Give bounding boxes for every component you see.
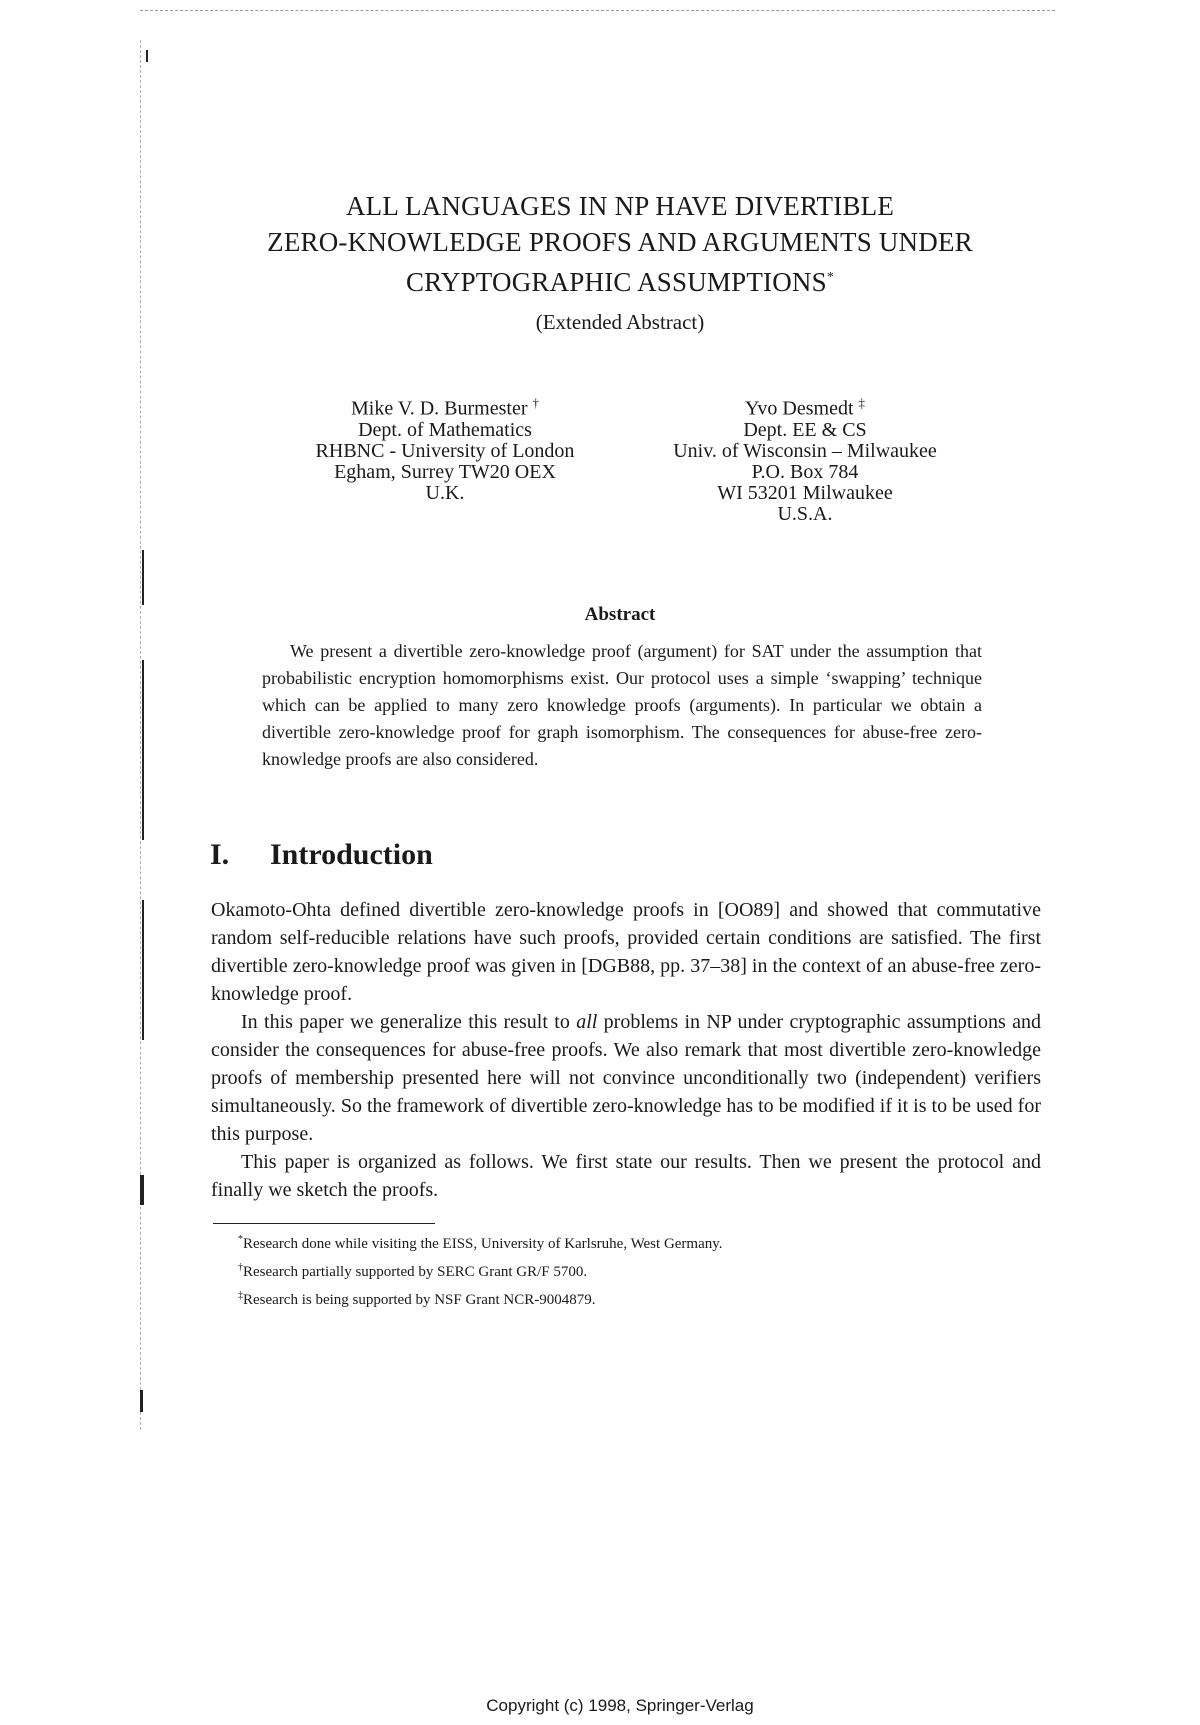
abstract-heading: Abstract <box>584 604 656 625</box>
affiliation-line: Egham, Surrey TW20 OEX <box>334 460 556 483</box>
paragraph: In this paper we generalize this result to all problems in NP under cryptographic assumptions and consider the consequences for abuse-free proofs. We also remark that most divertible zero-knowledge proofs of membership presented here will not convince unconditionally two (independent) verifiers simultaneously. So the framework of divertible zero-knowledge has to be modified if it is to be used for this purpose. <box>211 1011 1041 1145</box>
author-name: Yvo Desmedt ‡ <box>744 395 866 420</box>
scan-mark <box>142 900 144 1040</box>
affiliation-line: Univ. of Wisconsin – Milwaukee <box>673 439 937 462</box>
author-block <box>280 392 610 504</box>
emphasis: all <box>576 1011 598 1033</box>
copyright-notice: Copyright (c) 1998, Springer-Verlag <box>486 1696 754 1715</box>
affiliation-line: Dept. EE & CS <box>743 418 867 441</box>
section-title: Introduction <box>270 838 433 871</box>
scan-mark <box>142 550 144 605</box>
paragraph: This paper is organized as follows. We first state our results. Then we present the protocol and finally we sketch the proofs. <box>211 1151 1041 1201</box>
introduction-body <box>211 896 1041 1204</box>
affiliation-line: U.K. <box>425 481 465 504</box>
author-footnote-mark: † <box>532 395 539 410</box>
scan-mark <box>140 1175 144 1205</box>
title-line: ALL LANGUAGES IN NP HAVE DIVERTIBLE <box>345 191 895 221</box>
section-heading <box>210 838 433 872</box>
scan-artifact-left-edge <box>140 40 141 1430</box>
title-footnote-mark: * <box>826 270 835 285</box>
affiliation-line: Dept. of Mathematics <box>358 418 532 441</box>
title-line: CRYPTOGRAPHIC ASSUMPTIONS* <box>405 267 835 297</box>
affiliation-line: WI 53201 Milwaukee <box>717 481 893 504</box>
author-name: Mike V. D. Burmester † <box>351 395 539 420</box>
author-block <box>640 392 970 525</box>
paragraph: Okamoto-Ohta defined divertible zero-knowledge proofs in [OO89] and showed that commutative random self-reducible relations have such proofs, provided certain conditions are satisfied. The first divertible zero-knowledge proof was given in [DGB88, pp. 37–38] in the context of an abuse-free zero-knowledge proof. <box>211 899 1041 1005</box>
section-number: I. <box>210 838 230 871</box>
title-line: ZERO-KNOWLEDGE PROOFS AND ARGUMENTS UNDER <box>267 227 973 257</box>
footnote: *Research done while visiting the EISS, University of Karlsruhe, West Germany. <box>238 1234 723 1252</box>
author-footnote-mark: ‡ <box>858 395 866 410</box>
affiliation-line: U.S.A. <box>777 502 833 525</box>
affiliation-line: P.O. Box 784 <box>751 460 859 483</box>
footnote: ‡Research is being supported by NSF Grant NCR-9004879. <box>238 1290 596 1308</box>
abstract-text: We present a divertible zero-knowledge proof (argument) for SAT under the assumption that probabilistic encryption homomorphisms exist. Our protocol uses a simple ‘swapping’ technique which can be applied to many zero knowledge proofs (arguments). In particular we obtain a divertible zero-knowledge proof for graph isomorphism. The consequences for abuse-free zero-knowledge proofs are also considered. <box>262 641 982 769</box>
scan-mark <box>142 660 144 840</box>
affiliation-line: RHBNC - University of London <box>315 439 575 462</box>
footnote-divider <box>213 1223 435 1224</box>
footnote: †Research partially supported by SERC Grant GR/F 5700. <box>238 1262 588 1280</box>
paper-subtitle: (Extended Abstract) <box>535 310 705 334</box>
scan-artifact-top-edge <box>140 10 1055 11</box>
paper-title <box>200 188 1040 300</box>
footnotes <box>238 1228 1038 1312</box>
scan-mark <box>146 50 148 62</box>
scan-mark <box>140 1390 143 1412</box>
